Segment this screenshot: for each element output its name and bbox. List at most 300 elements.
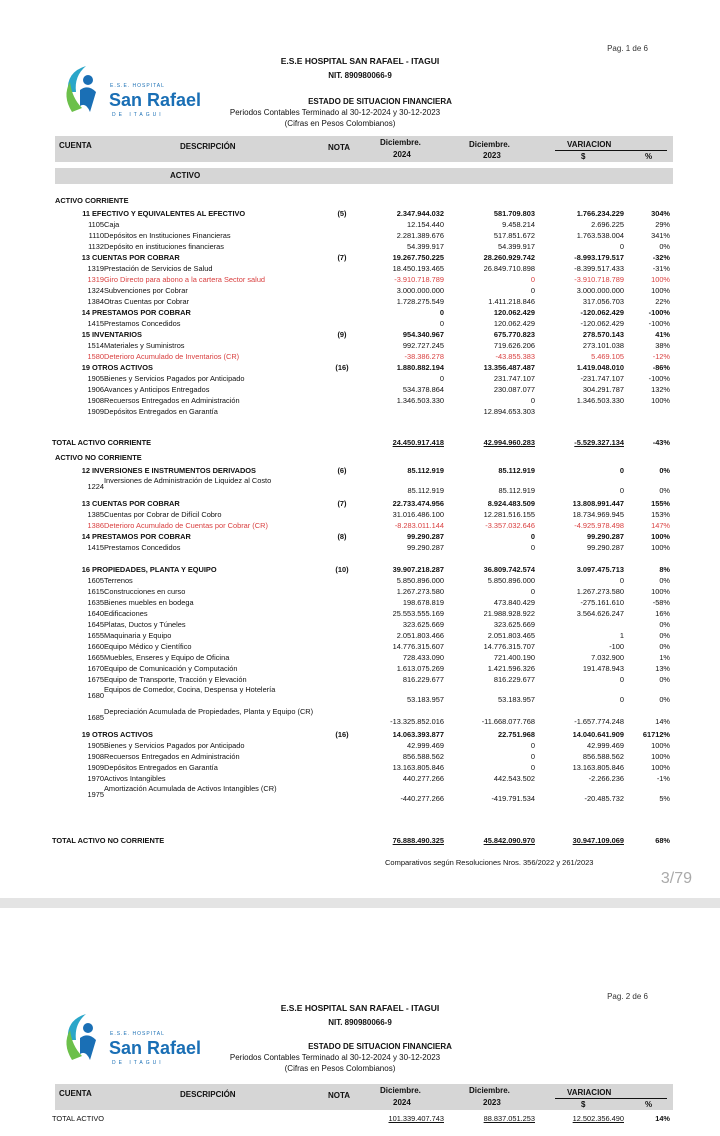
total-2024: 24.450.917.418 [392,438,444,447]
cell-desc: Bienes y Servicios Pagados por Anticipado [104,741,245,750]
cell-v3: -2.266.236 [588,774,624,783]
cell-code: 11 [82,209,90,218]
col-2024-label: Diciembre. [380,138,421,147]
cell-v2: 0 [530,741,535,750]
cell-code: 1605 [87,576,104,585]
cell-v1: 534.378.864 [402,385,444,394]
activo-label: ACTIVO [170,171,201,180]
cell-code: 1384 [87,297,104,306]
total-2024: 101.339.407.743 [388,1114,444,1123]
cell-code: 1655 [87,631,104,640]
table-row [0,674,720,685]
col-2024-label: Diciembre. [380,1086,421,1095]
cell-v1: 728.433.090 [402,653,444,662]
cell-desc: Bienes muebles en bodega [104,598,194,607]
cell-v4: 100% [651,741,670,750]
cell-v2: 0 [530,543,535,552]
cell-v4: 0% [659,675,670,684]
table-row [0,307,720,318]
cell-desc: CUENTAS POR COBRAR [92,253,180,262]
cell-v4: 8% [659,565,670,574]
cell-desc: Recuersos Entregados en Administración [104,396,240,405]
cell-code: 1680 [87,691,104,700]
cell-v4: 0% [659,620,670,629]
cell-v3: -4.925.978.498 [574,521,624,530]
cell-nota: (9) [337,330,347,339]
cell-v2: 442.543.502 [493,774,535,783]
cell-desc: Avances y Anticipos Entregados [104,385,210,394]
cell-desc: CUENTAS POR COBRAR [92,499,180,508]
cell-code: 1905 [87,374,104,383]
cell-v4: 61712% [642,730,670,739]
cell-v1: 992.727.245 [402,341,444,350]
cell-desc: PROPIEDADES, PLANTA Y EQUIPO [92,565,217,574]
cell-desc: Terrenos [104,576,133,585]
table-row [0,597,720,608]
cell-desc: OTROS ACTIVOS [92,363,153,372]
report-title: ESTADO DE SITUACION FINANCIERA [308,97,452,106]
table-row [0,564,720,575]
cell-v2: 22.751.968 [498,730,535,739]
cell-v2: 8.924.483.509 [487,499,535,508]
table-row [0,498,720,509]
cell-v4: 153% [651,510,670,519]
cell-v1: 5.850.896.000 [396,576,444,585]
table-row [0,384,720,395]
col-2023-year: 2023 [483,1098,501,1107]
cell-v2: 85.112.919 [498,466,535,475]
cell-v4: 100% [651,286,670,295]
cell-v4: 100% [651,532,670,541]
cell-v1: 2.281.389.676 [396,231,444,240]
cell-desc: Giro Directo para abono a la cartera Sector salud [104,275,266,284]
cell-v3: 5.469.105 [591,352,624,361]
cell-v1: 18.450.193.465 [392,264,444,273]
cell-desc: Prestamos Concedidos [104,319,181,328]
table-row [0,740,720,751]
cell-desc: Bienes y Servicios Pagados por Anticipado [104,374,245,383]
cell-v2: 0 [530,396,535,405]
cell-v3: 3.097.475.713 [576,565,624,574]
cell-v3: -120.062.429 [580,308,624,317]
hospital-name: E.S.E HOSPITAL SAN RAFAEL - ITAGUI [280,1003,440,1013]
cell-v4: 0% [659,242,670,251]
cell-v2: 0 [530,587,535,596]
hospital-name: E.S.E HOSPITAL SAN RAFAEL - ITAGUI [280,56,440,66]
total-percent: 14% [655,1114,670,1123]
cell-desc: Construcciones en curso [104,587,186,596]
table-row [0,619,720,630]
cell-code: 14 [81,532,90,541]
cell-v3: -3.910.718.789 [574,275,624,284]
cell-v3: 18.734.969.945 [572,510,624,519]
cell-desc: Materiales y Suministros [104,341,185,350]
col-descripcion: DESCRIPCIÓN [180,1090,236,1099]
table-row [0,608,720,619]
cell-v1: 198.678.819 [402,598,444,607]
cell-nota: (5) [337,209,347,218]
cell-desc: Depósitos Entregados en Garantía [104,407,218,416]
section-label: ACTIVO CORRIENTE [55,196,129,205]
cell-code: 15 [81,330,90,339]
cell-v3: 13.808.991.447 [572,499,624,508]
cell-v4: 13% [655,664,670,673]
cell-desc: OTROS ACTIVOS [92,730,153,739]
cell-v3: 2.696.225 [591,220,624,229]
cell-desc: Activos Intangibles [104,774,166,783]
cell-v3: 317.056.703 [582,297,624,306]
table-row [0,751,720,762]
cell-v1: 0 [439,319,444,328]
cell-v3: 42.999.469 [587,741,624,750]
cell-v1: 19.267.750.225 [392,253,444,262]
cell-v3: -120.062.429 [580,319,624,328]
table-row [0,208,720,219]
total-2023: 88.837.051.253 [483,1114,535,1123]
cell-v1: 85.112.919 [407,466,444,475]
cell-desc: Equipo Médico y Científico [104,642,192,651]
cell-v4: -86% [652,363,670,372]
cell-v4: 100% [651,275,670,284]
cell-v4: 38% [655,341,670,350]
cell-v3: 0 [619,242,624,251]
variacion-rule [555,1098,667,1099]
cell-v2: 816.229.677 [493,675,535,684]
table-row [0,729,720,740]
cell-v2: 85.112.919 [498,486,535,495]
cell-v2: 120.062.429 [493,319,535,328]
cell-v4: 14% [655,717,670,726]
cell-v2: 9.458.214 [502,220,535,229]
cell-v1: 1.613.075.269 [396,664,444,673]
table-row [0,241,720,252]
cell-desc: Depósitos en Instituciones Financieras [104,231,231,240]
cell-v3: 1.419.048.010 [576,363,624,372]
logo-city: DE ITAGUI [112,1060,164,1066]
cell-v3: 3.564.626.247 [576,609,624,618]
cell-code: 19 [81,730,90,739]
cell-v2: 26.849.710.898 [483,264,535,273]
cell-v1: 12.154.440 [407,220,444,229]
report-periods: Periodos Contables Terminado al 30-12-2024 y 30-12-2023 [229,108,441,117]
cell-code: 1906 [87,385,104,394]
cell-v1: 2.051.803.466 [396,631,444,640]
cell-v1: 1.267.273.580 [396,587,444,596]
table-row [0,531,720,542]
cell-v1: 54.399.917 [407,242,444,251]
cell-code: 13 [81,253,90,262]
col-variacion-percent: % [645,152,653,161]
cell-code: 19 [81,363,90,372]
cell-code: 1514 [87,341,104,350]
cell-v4: -100% [648,374,670,383]
cell-v2: 581.709.803 [493,209,535,218]
col-variacion-currency: $ [581,152,586,161]
cell-v4: 22% [655,297,670,306]
cell-v2: 0 [530,532,535,541]
cell-v2: 53.183.957 [498,695,535,704]
cell-v4: -100% [648,308,670,317]
total-activo-row [0,1113,720,1124]
cell-v1: -440.277.266 [400,794,444,803]
cell-v2: 721.400.190 [493,653,535,662]
cell-nota: (16) [335,363,349,372]
cell-v3: -275.161.610 [580,598,624,607]
column-header [55,136,673,162]
logo-name: San Rafael [109,1038,202,1058]
cell-desc: PRESTAMOS POR COBRAR [92,532,191,541]
total-percent: -43% [652,438,670,447]
section-label: ACTIVO NO CORRIENTE [55,453,142,462]
nit: NIT. 890980066-9 [328,1018,392,1027]
total-2023: 45.842.090.970 [483,836,535,845]
table-row [0,586,720,597]
cell-desc: Amortización Acumulada de Activos Intangibles (CR) [104,784,277,793]
cell-v1: 14.063.393.877 [392,730,444,739]
cell-v3: -100 [609,642,624,651]
cell-v1: 25.553.555.169 [392,609,444,618]
cell-code: 1415 [87,319,104,328]
cell-v1: 1.728.275.549 [396,297,444,306]
cell-v1: 14.776.315.607 [392,642,444,651]
cell-code: 1580 [87,352,104,361]
cell-v1: 53.183.957 [407,695,444,704]
cell-v1: 99.290.287 [407,532,444,541]
col-nota: NOTA [328,1091,351,1100]
cell-desc: Otras Cuentas por Cobrar [104,297,190,306]
cell-v2: 120.062.429 [493,308,535,317]
cell-v4: -58% [652,598,670,607]
table-row [0,362,720,373]
table-row [0,630,720,641]
cell-desc: Subvenciones por Cobrar [104,286,188,295]
table-row [0,219,720,230]
cell-v2: 231.747.107 [493,374,535,383]
col-variacion-currency: $ [581,1100,586,1109]
cell-v4: 16% [655,609,670,618]
cell-v4: 0% [659,576,670,585]
cell-v2: -419.791.534 [491,794,535,803]
cell-v1: 440.277.266 [402,774,444,783]
cell-v3: 0 [619,486,624,495]
cell-v4: 304% [651,209,670,218]
cell-v2: 5.850.896.000 [487,576,535,585]
cell-code: 1665 [87,653,104,662]
cell-desc: Inversiones de Administración de Liquidez al Costo [104,476,272,485]
cell-v1: 816.229.677 [402,675,444,684]
cell-v4: -31% [652,264,670,273]
table-row [0,252,720,263]
cell-v1: 85.112.919 [407,486,444,495]
cell-v1: 99.290.287 [407,543,444,552]
table-row [0,641,720,652]
table-row [0,575,720,586]
table-row [0,263,720,274]
cell-v4: 1% [659,653,670,662]
cell-v3: 1.267.273.580 [576,587,624,596]
report-currency: (Cifras en Pesos Colombianos) [284,1064,396,1073]
col-cuenta: CUENTA [59,1089,92,1098]
cell-code: 1908 [87,396,104,405]
cell-code: 1386 [87,521,104,530]
cell-v1: 39.907.218.287 [392,565,444,574]
cell-code: 1645 [87,620,104,629]
cell-desc: Prestamos Concedidos [104,543,181,552]
cell-code: 12 [81,466,90,475]
cell-v4: 0% [659,695,670,704]
table-row [0,542,720,553]
cell-v3: 99.290.287 [587,543,624,552]
table-row [0,318,720,329]
cell-v4: 100% [651,543,670,552]
cell-v3: -20.485.732 [584,794,624,803]
cell-v3: 856.588.562 [582,752,624,761]
cell-v1: -8.283.011.144 [394,521,444,530]
cell-desc: Muebles, Enseres y Equipo de Oficina [104,653,230,662]
total-variacion: 30.947.109.069 [572,836,624,845]
cell-code: 1970 [87,774,104,783]
cell-v2: 13.356.487.487 [483,363,535,372]
cell-nota: (16) [335,730,349,739]
cell-v2: 28.260.929.742 [483,253,535,262]
cell-v4: 155% [651,499,670,508]
cell-v3: 1.346.503.330 [576,396,624,405]
cell-code: 1635 [87,598,104,607]
cell-v3: 3.000.000.000 [576,286,624,295]
cell-v3: 0 [619,675,624,684]
cell-v4: 341% [651,231,670,240]
cell-desc: INVERSIONES E INSTRUMENTOS DERIVADOS [92,466,256,475]
cell-v2: 0 [530,752,535,761]
cell-desc: Depreciación Acumulada de Propiedades, Planta y Equipo (CR) [104,707,314,716]
cell-v3: 14.040.641.909 [572,730,624,739]
cell-desc: EFECTIVO Y EQUIVALENTES AL EFECTIVO [92,209,246,218]
cell-v4: 132% [651,385,670,394]
cell-v2: 12.281.516.155 [483,510,535,519]
cell-v4: 0% [659,466,670,475]
logo-small-text: E.S.E. HOSPITAL [110,1031,165,1037]
cell-code: 1909 [87,407,104,416]
cell-code: 1319 [87,264,104,273]
cell-nota: (7) [337,499,347,508]
cell-code: 13 [81,499,90,508]
cell-desc: Maquinaria y Equipo [104,631,172,640]
cell-v3: 99.290.287 [587,532,624,541]
logo-name: San Rafael [109,90,202,110]
cell-v2: 0 [530,286,535,295]
cell-v2: 0 [530,763,535,772]
table-row [0,285,720,296]
cell-v2: 54.399.917 [498,242,535,251]
cell-desc: Depósitos Entregados en Garantía [104,763,218,772]
col-variacion: VARIACION [567,1088,612,1097]
table-row [0,652,720,663]
cell-desc: Deterioro Acumulado de Inventarios (CR) [104,352,240,361]
col-2023-label: Diciembre. [469,1086,510,1095]
cell-desc: Cuentas por Cobrar de Difícil Cobro [104,510,222,519]
table-row [0,773,720,784]
cell-v1: 323.625.669 [402,620,444,629]
cell-v2: 230.087.077 [493,385,535,394]
table-row [0,329,720,340]
table-row [0,509,720,520]
cell-desc: INVENTARIOS [92,330,142,339]
page-number: Pag. 2 de 6 [607,992,648,1001]
cell-v1: -13.325.852.016 [390,717,444,726]
table-row [0,685,720,707]
nit: NIT. 890980066-9 [328,71,392,80]
cell-code: 1909 [87,763,104,772]
total-label: TOTAL ACTIVO NO CORRIENTE [52,836,165,845]
cell-v3: -1.657.774.248 [574,717,624,726]
cell-v1: 13.163.805.846 [392,763,444,772]
cell-v4: 5% [659,794,670,803]
cell-desc: Equipos de Comedor, Cocina, Despensa y Hotelería [104,685,276,694]
cell-desc: Deterioro Acumulado de Cuentas por Cobrar (CR) [104,521,268,530]
cell-v2: 14.776.315.707 [483,642,535,651]
cell-v3: 1 [619,631,624,640]
total-activo-corriente-row [0,437,720,448]
cell-nota: (7) [337,253,347,262]
table-row [0,520,720,531]
table-row [0,406,720,417]
col-variacion-percent: % [645,1100,653,1109]
cell-v2: 517.851.672 [493,231,535,240]
cell-v2: -3.357.032.646 [485,521,535,530]
cell-v4: 100% [651,763,670,772]
cell-v4: 0% [659,642,670,651]
col-cuenta: CUENTA [59,141,92,150]
cell-code: 1415 [87,543,104,552]
cell-v1: 1.880.882.194 [396,363,444,372]
logo-city: DE ITAGUI [112,112,164,118]
cell-v3: 304.291.787 [582,385,624,394]
cell-code: 1132 [88,242,104,251]
cell-v2: 12.894.653.303 [483,407,535,416]
report-periods: Periodos Contables Terminado al 30-12-2024 y 30-12-2023 [229,1053,441,1062]
cell-v2: 1.411.218.846 [488,297,535,306]
cell-v1: 31.016.486.100 [392,510,444,519]
table-row [0,351,720,362]
cell-v2: 473.840.429 [493,598,535,607]
table-row [0,762,720,773]
total-activo-no-corriente-row [0,835,720,846]
col-2023-label: Diciembre. [469,140,510,149]
cell-code: 1675 [87,675,104,684]
table-row [0,230,720,241]
cell-v4: -12% [652,352,670,361]
cell-code: 1105 [88,220,104,229]
cell-v2: -11.668.077.768 [481,717,535,726]
activo-bar [55,168,673,184]
table-row [0,373,720,384]
cell-nota: (8) [337,532,347,541]
section-activo-no-corriente [0,452,720,463]
cell-code: 1660 [87,642,104,651]
total-2023: 42.994.960.283 [483,438,535,447]
total-label: TOTAL ACTIVO [52,1114,105,1123]
cell-code: 1670 [87,664,104,673]
variacion-rule [555,150,667,151]
total-2024: 76.888.490.325 [392,836,444,845]
cell-v1: 1.346.503.330 [396,396,444,405]
cell-v4: -32% [652,253,670,262]
cell-v3: 1.763.538.004 [576,231,624,240]
cell-code: 1615 [87,587,104,596]
cell-v1: 3.000.000.000 [396,286,444,295]
cell-v4: 100% [651,396,670,405]
col-variacion: VARIACION [567,140,612,149]
